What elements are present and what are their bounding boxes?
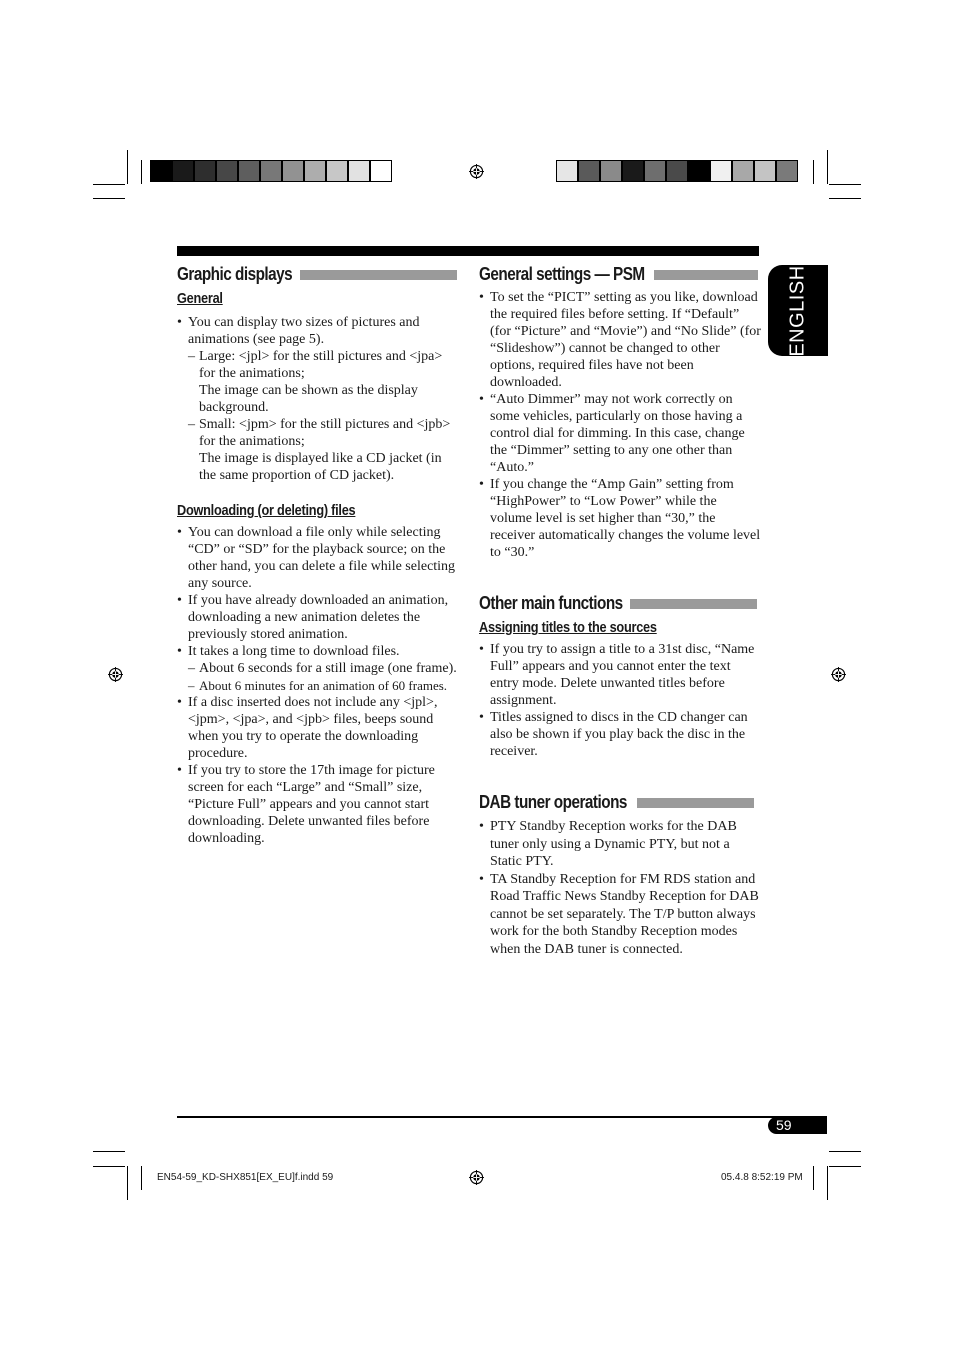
color-swatch [348, 160, 370, 182]
left-column [177, 262, 459, 847]
crop-mark [93, 198, 125, 199]
color-swatch [260, 160, 282, 182]
heading-bar [654, 270, 758, 280]
color-swatch [238, 160, 260, 182]
section-heading: Other main functions [479, 591, 757, 615]
language-tab [768, 265, 828, 356]
color-swatch [732, 160, 754, 182]
list-item: • Titles assigned to discs in the CD changer can also be shown if you play back the disc in the receiver. [479, 709, 761, 760]
crop-mark [813, 1166, 814, 1190]
color-swatch [370, 160, 392, 182]
bullet-list [177, 524, 459, 847]
crop-mark [829, 1151, 861, 1152]
dash-list [188, 348, 459, 484]
crop-mark [829, 184, 861, 185]
registration-mark-icon [108, 667, 123, 682]
list-item: • You can download a file only while selecting “CD” or “SD” for the playback source; on the other hand, you can delete a file while selecting any source. [177, 524, 459, 592]
color-swatch [282, 160, 304, 182]
bullet-list [177, 314, 459, 484]
list-item: • If you have already downloaded an animation, downloading a new animation deletes the previously stored animation. [177, 592, 459, 643]
list-item: • If you try to store the 17th image for picture screen for each “Large” and “Small” size, “Picture Full” appears and you cannot start downloading. Delete unwanted files before downloading. [177, 762, 459, 847]
list-item: • TA Standby Reception for FM RDS station and Road Traffic News Standby Reception for DAB cannot be set separately. The T/P button always work for the both Standby Reception modes when the DAB tuner is connected. [479, 871, 761, 959]
registration-mark-icon [469, 1170, 484, 1185]
list-item: • To set the “PICT” setting as you like, download the required files before setting. If “Default” (for “Picture” and “Movie”) and “No Slide” (for “Slideshow”) cannot be changed to other options, required files have not been downloaded. [479, 289, 761, 391]
section-heading: DAB tuner operations [479, 790, 754, 814]
subsection-heading: General [177, 290, 223, 307]
crop-mark [829, 1166, 861, 1167]
section-heading: General settings — PSM [479, 262, 758, 286]
list-item: • If you try to assign a title to a 31st disc, “Name Full” appears and you cannot enter the text entry mode. Delete unwanted titles before assignment. [479, 641, 761, 709]
crop-mark [141, 160, 142, 184]
color-swatch [326, 160, 348, 182]
footer-timestamp: 05.4.8 8:52:19 PM [721, 1172, 803, 1183]
footer-rule [177, 1116, 827, 1118]
crop-mark [93, 1151, 125, 1152]
list-item: • “Auto Dimmer” may not work correctly on some vehicles, particularly on those having a control dial for dimming. In this case, change the “Dimmer” setting to any one other than “Auto.” [479, 391, 761, 476]
bullet-list [479, 641, 761, 760]
crop-mark [829, 198, 861, 199]
list-item: • PTY Standby Reception works for the DAB tuner only using a Dynamic PTY, but not a Static PTY. [479, 818, 761, 871]
color-swatch [644, 160, 666, 182]
color-swatch [150, 160, 172, 182]
registration-mark-icon [469, 164, 484, 179]
color-swatch [666, 160, 688, 182]
crop-mark [827, 150, 828, 184]
right-column [479, 262, 761, 958]
crop-mark [813, 160, 814, 184]
color-bar-left [150, 160, 392, 184]
bullet-list [479, 289, 761, 561]
header-rule [177, 246, 759, 256]
heading-bar [300, 270, 457, 280]
subsection-heading: Assigning titles to the sources [479, 619, 657, 636]
color-swatch [710, 160, 732, 182]
color-swatch [304, 160, 326, 182]
crop-mark [141, 1166, 142, 1190]
list-item: • You can display two sizes of pictures and animations (see page 5). – Large: <jpl> for the still pictures and <jpa> for the animations; The image can be shown as the display background. – Small: <jpm> for the still pictures and <jpb> for the animations; The image is displayed like a CD jacket (in the same proportion of CD jacket). [177, 314, 459, 484]
color-bar-right [556, 160, 798, 184]
list-item: – Large: <jpl> for the still pictures and <jpa> for the animations; The image can be shown as the display background. [188, 348, 459, 416]
page-number: 59 [768, 1117, 827, 1134]
color-swatch [754, 160, 776, 182]
section-heading: Graphic displays [177, 262, 457, 286]
color-swatch [172, 160, 194, 182]
list-item: • If you change the “Amp Gain” setting from “HighPower” to “Low Power” while the volume level is set higher than “30,” the receiver automatically changes the volume level to “30.” [479, 476, 761, 561]
crop-mark [93, 184, 125, 185]
crop-mark [127, 150, 128, 184]
color-swatch [216, 160, 238, 182]
list-item: • If a disc inserted does not include any <jpl>, <jpm>, <jpa>, and <jpb> files, beeps sound when you try to operate the downloading procedure. [177, 694, 459, 762]
color-swatch [688, 160, 710, 182]
footer-file-info: EN54-59_KD-SHX851[EX_EU]f.indd 59 [157, 1172, 334, 1183]
color-swatch [600, 160, 622, 182]
heading-bar [637, 798, 754, 808]
color-swatch [556, 160, 578, 182]
color-swatch [622, 160, 644, 182]
crop-mark [827, 1166, 828, 1200]
list-item: – About 6 minutes for an animation of 60 frames. [188, 677, 459, 694]
list-item: – Small: <jpm> for the still pictures and <jpb> for the animations; The image is displayed like a CD jacket (in the same proportion of CD jacket). [188, 416, 459, 484]
heading-bar [630, 599, 757, 609]
dash-list [188, 660, 459, 694]
color-swatch [776, 160, 798, 182]
color-swatch [578, 160, 600, 182]
list-item: • It takes a long time to download files. – About 6 seconds for a still image (one frame). – About 6 minutes for an animation of 60 frames. [177, 643, 459, 694]
list-item: – About 6 seconds for a still image (one frame). [188, 660, 459, 677]
crop-mark [93, 1166, 125, 1167]
crop-mark [127, 1166, 128, 1200]
bullet-list [479, 818, 761, 958]
color-swatch [194, 160, 216, 182]
language-tab-label: ENGLISH [786, 264, 809, 357]
subsection-heading: Downloading (or deleting) files [177, 502, 356, 519]
registration-mark-icon [831, 667, 846, 682]
